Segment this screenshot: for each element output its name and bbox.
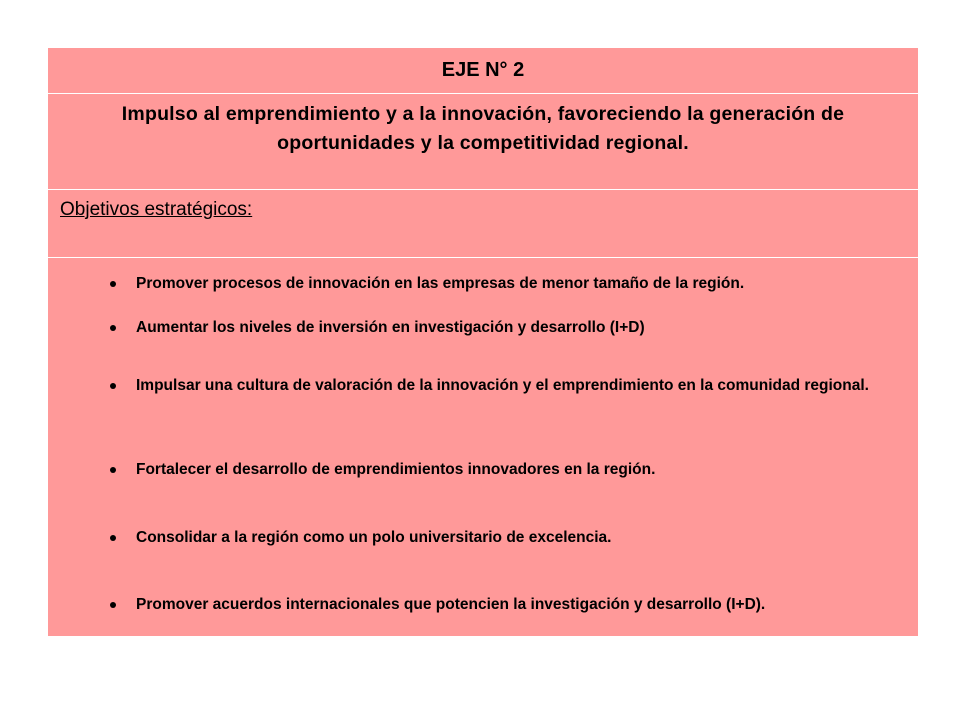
bullet-icon	[106, 318, 136, 338]
axis-description: Impulso al emprendimiento y a la innovación, favoreciendo la generación de oportunidades y la competitividad regional.	[121, 103, 845, 154]
bullet-icon	[106, 460, 136, 480]
list-item	[106, 376, 910, 396]
bullet-icon	[106, 376, 136, 396]
strategy-table	[48, 48, 918, 636]
list-item-text: Impulsar una cultura de valoración de la innovación y el emprendimiento en la comunidad regional.	[136, 377, 869, 394]
objectives-heading: Objetivos estratégicos:	[60, 199, 253, 220]
list-item-text: Consolidar a la región como un polo universitario de excelencia.	[136, 529, 612, 546]
list-item	[106, 595, 910, 615]
list-item	[106, 528, 910, 548]
list-item-text: Fortalecer el desarrollo de emprendimientos innovadores en la región.	[136, 461, 656, 478]
list-item-text: Promover acuerdos internacionales que potencien la investigación y desarrollo (I+D).	[136, 596, 766, 613]
list-item	[106, 318, 910, 338]
list-item	[106, 460, 910, 480]
bullet-icon	[106, 595, 136, 615]
list-item-text: Promover procesos de innovación en las empresas de menor tamaño de la región.	[136, 275, 745, 292]
page-title: EJE N° 2	[441, 59, 525, 81]
list-item-text: Aumentar los niveles de inversión en investigación y desarrollo (I+D)	[136, 319, 645, 336]
bullet-icon	[106, 528, 136, 548]
list-item	[106, 274, 910, 294]
bullet-icon	[106, 274, 136, 294]
table-subtitle-row	[48, 94, 918, 190]
table-title-row	[48, 48, 918, 94]
objectives-heading-row	[48, 190, 918, 258]
objectives-list	[48, 258, 918, 636]
